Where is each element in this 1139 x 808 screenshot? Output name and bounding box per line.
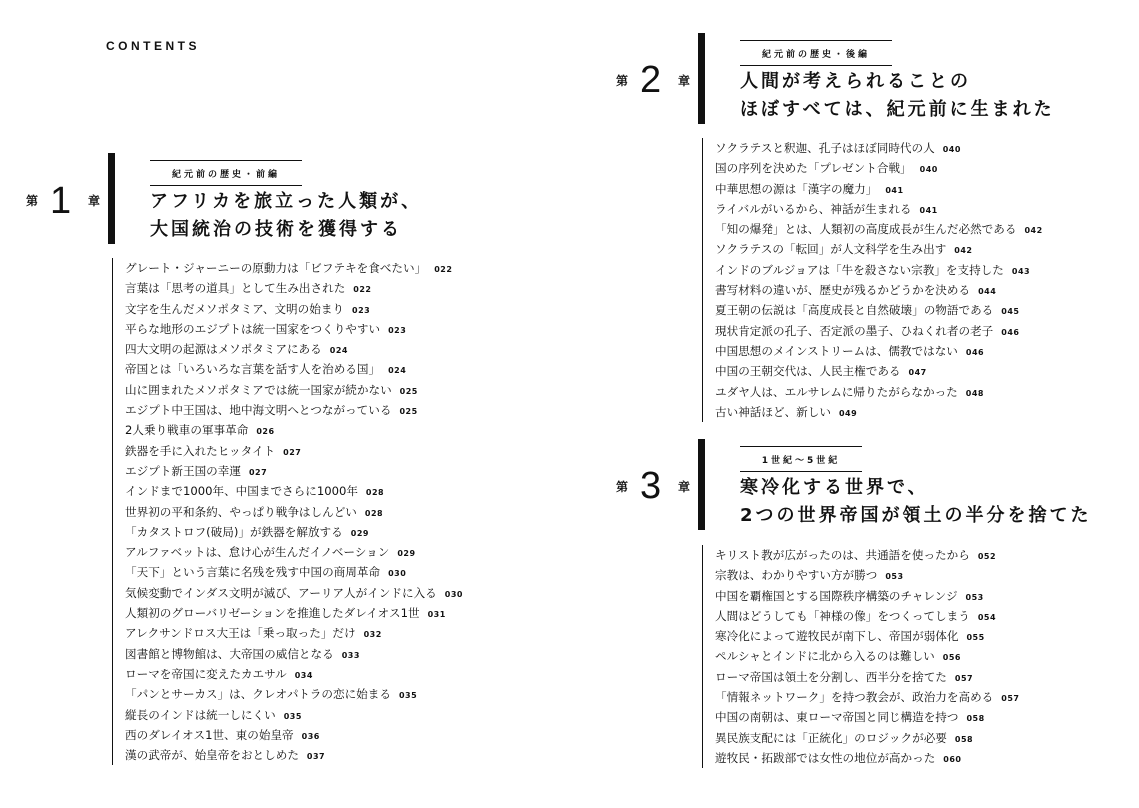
toc-entry-title: 漢の武帝が、始皇帝をおとしめた (125, 748, 299, 763)
toc-entry[interactable] (715, 199, 1043, 219)
toc-entry-page: 032 (363, 630, 382, 640)
toc-entry-title: 異民族支配には「正統化」のロジックが必要 (715, 730, 947, 745)
toc-entry-title: 鉄器を手に入れたヒッタイト (125, 443, 276, 458)
toc-entry[interactable] (715, 280, 1043, 300)
toc-entry-title: グレート・ジャーニーの原動力は「ビフテキを食べたい」 (125, 261, 427, 275)
toc-entry-page: 042 (1024, 226, 1043, 236)
toc-list-chapter-2 (702, 138, 1043, 422)
toc-entry[interactable] (125, 502, 463, 522)
toc-entry-page: 022 (353, 285, 372, 295)
contents-title: CONTENTS (106, 39, 200, 53)
toc-entry-page: 058 (966, 714, 985, 724)
toc-entry-title: 遊牧民・拓跋部では女性の地位が高かった (715, 750, 936, 765)
chapter-prefix: 第 (26, 194, 39, 208)
toc-entry[interactable] (125, 684, 463, 704)
toc-entry-title: 「パンとサーカス」は、クレオパトラの恋に始まる (125, 687, 391, 702)
toc-entry-title: 中国の王朝交代は、人民主権である (715, 364, 901, 379)
chapter-subtitle: 紀元前の歴史・前編 (150, 160, 302, 186)
toc-entry-page: 024 (329, 346, 348, 356)
toc-entry-title: 「情報ネットワーク」を持つ教会が、政治力を高める (715, 690, 994, 705)
toc-entry[interactable] (715, 626, 1019, 646)
toc-entry-page: 041 (919, 205, 938, 215)
toc-entry[interactable] (125, 664, 463, 684)
toc-entry-page: 047 (908, 368, 927, 378)
toc-entry-page: 056 (942, 653, 961, 663)
toc-entry[interactable] (715, 300, 1043, 320)
chapter-heading (150, 188, 422, 244)
toc-entry[interactable] (715, 361, 1043, 381)
chapter-prefix: 第 (616, 74, 629, 88)
toc-entry-page: 037 (306, 752, 326, 762)
toc-entry-title: ライバルがいるから、神話が生まれる (715, 201, 912, 216)
toc-entry-title: ソクラテスと釈迦、孔子はほぼ同時代の人 (715, 141, 935, 155)
toc-entry-page: 029 (397, 549, 416, 559)
toc-entry-title: キリスト教が広がったのは、共通語を使ったから (715, 548, 970, 562)
toc-entry-title: 2人乗り戦車の軍事革命 (125, 423, 249, 438)
toc-entry-page: 023 (352, 305, 371, 315)
toc-entry[interactable] (125, 461, 463, 481)
chapter-bar (698, 33, 705, 124)
chapter-heading-line: 2つの世界帝国が領土の半分を捨てた (740, 505, 1092, 526)
toc-entry-title: 縦長のインドは統一しにくい (125, 707, 276, 722)
toc-entry-page: 041 (885, 185, 904, 195)
toc-entry-page: 025 (399, 386, 418, 396)
toc-entry-page: 028 (364, 508, 384, 518)
toc-entry[interactable] (125, 623, 463, 643)
toc-entry-title: 寒冷化によって遊牧民が南下し、帝国が弱体化 (715, 629, 959, 644)
toc-entry[interactable] (715, 687, 1019, 707)
chapter-heading-line: 寒冷化する世界で、 (740, 477, 929, 498)
chapter-heading-line: アフリカを旅立った人類が、 (150, 191, 423, 212)
toc-entry-page: 027 (248, 467, 268, 477)
toc-entry-page: 049 (838, 408, 858, 418)
toc-entry[interactable] (715, 260, 1043, 280)
toc-entry[interactable] (125, 339, 463, 359)
toc-entry[interactable] (715, 667, 1019, 687)
toc-entry-title: 四大文明の起源はメソポタミアにある (125, 342, 322, 357)
toc-entry-page: 040 (919, 165, 938, 175)
toc-entry[interactable] (125, 725, 463, 745)
toc-entry-page: 052 (977, 552, 997, 561)
toc-entry-page: 045 (1001, 307, 1020, 317)
chapter-prefix: 第 (616, 480, 629, 494)
toc-entry[interactable] (125, 359, 463, 379)
toc-entry[interactable] (715, 728, 1019, 748)
toc-entry[interactable] (715, 606, 1019, 626)
toc-entry-title: ユダヤ人は、エルサレムに帰りたがらなかった (715, 384, 958, 399)
chapter-heading (740, 474, 1092, 530)
toc-entry-page: 026 (256, 427, 275, 437)
toc-entry-page: 046 (965, 347, 985, 357)
toc-entry-title: エジプト中王国は、地中海文明へとつながっている (125, 403, 392, 418)
toc-entry[interactable] (125, 400, 463, 420)
toc-entry-title: 国の序列を決めた「プレゼント合戦」 (715, 161, 912, 176)
toc-entry[interactable] (125, 380, 463, 400)
toc-entry[interactable] (715, 586, 1019, 606)
chapter-heading-line: 大国統治の技術を獲得する (150, 219, 402, 240)
toc-entry-title: 書写材料の違いが、歴史が残るかどうかを決める (715, 283, 971, 298)
toc-entry-title: 気候変動でインダス文明が滅び、アーリア人がインドに入る (125, 585, 437, 600)
toc-entry-page: 057 (1001, 694, 1020, 704)
toc-entry[interactable] (125, 562, 463, 582)
toc-entry-title: 中国を覇権国とする国際秩序構築のチャレンジ (715, 588, 958, 603)
toc-entry[interactable] (125, 258, 463, 278)
toc-entry[interactable] (715, 646, 1019, 666)
toc-entry[interactable] (125, 583, 463, 603)
toc-entry-title: ペルシャとインドに北から入るのは難しい (715, 649, 935, 664)
toc-entry-title: ローマ帝国は領土を分割し、西半分を捨てた (715, 669, 947, 684)
toc-entry-page: 035 (398, 691, 418, 701)
toc-entry-page: 024 (388, 366, 407, 376)
toc-entry-page: 044 (978, 287, 997, 297)
toc-entry[interactable] (125, 705, 463, 725)
toc-entry-title: インドのブルジョアは「牛を殺さない宗教」を支持した (715, 262, 1004, 277)
toc-entry-page: 043 (1011, 266, 1031, 276)
toc-entry[interactable] (125, 481, 463, 501)
chapter-suffix: 章 (88, 194, 101, 208)
toc-entry-page: 055 (966, 633, 985, 643)
toc-entry-title: 中国の南朝は、東ローマ帝国と同じ構造を持つ (715, 710, 959, 725)
toc-entry-title: 世界初の平和条約、やっぱり戦争はしんどい (125, 504, 357, 519)
toc-entry[interactable] (125, 644, 463, 664)
toc-entry-title: 文字を生んだメソポタミア、文明の始まり (125, 301, 345, 316)
toc-entry[interactable] (715, 138, 1043, 158)
toc-entry[interactable] (125, 603, 463, 623)
chapter-bar (108, 153, 115, 244)
toc-entry-title: 現状肯定派の孔子、否定派の墨子、ひねくれ者の老子 (715, 323, 994, 338)
toc-entry[interactable] (715, 239, 1043, 259)
toc-entry-title: 人類初のグローバリゼーションを推進したダレイオス1世 (125, 606, 420, 621)
toc-entry[interactable] (715, 382, 1043, 402)
toc-entry-title: ソクラテスの「転回」が人文科学を生み出す (715, 242, 947, 257)
toc-entry-title: エジプト新王国の幸運 (125, 463, 241, 478)
toc-entry[interactable] (715, 321, 1043, 341)
toc-entry-page: 030 (388, 569, 407, 579)
chapter-subtitle: 紀元前の歴史・後編 (740, 40, 892, 66)
toc-entry[interactable] (125, 319, 463, 339)
toc-entry-page: 053 (965, 592, 984, 602)
toc-entry[interactable] (125, 542, 463, 562)
toc-entry[interactable] (715, 158, 1043, 178)
toc-entry-title: 中華思想の源は「漢字の魔力」 (715, 181, 878, 196)
toc-entry[interactable] (715, 341, 1043, 361)
toc-entry-page: 054 (977, 612, 997, 622)
toc-entry-title: 夏王朝の伝説は「高度成長と自然破壊」の物語である (715, 303, 994, 318)
toc-entry[interactable] (125, 299, 463, 319)
chapter-subtitle: 1世紀〜5世紀 (740, 446, 862, 472)
toc-entry-page: 057 (954, 673, 974, 683)
toc-entry[interactable] (715, 565, 1019, 585)
toc-entry[interactable] (715, 219, 1043, 239)
chapter-number: 3 (640, 465, 662, 507)
toc-entry-page: 030 (444, 589, 463, 599)
toc-entry-page: 022 (434, 265, 453, 274)
toc-entry-page: 053 (885, 572, 904, 582)
chapter-number: 1 (50, 180, 72, 222)
toc-entry-page: 028 (365, 488, 385, 498)
chapter-bar (698, 439, 705, 530)
toc-entry[interactable] (715, 545, 1019, 565)
toc-entry-title: 古い神話ほど、新しい (715, 404, 831, 419)
toc-entry-page: 034 (294, 670, 313, 680)
toc-entry[interactable] (715, 179, 1043, 199)
toc-entry[interactable] (715, 402, 1043, 422)
chapter-number: 2 (640, 59, 662, 101)
toc-entry-title: 「天下」という言葉に名残を残す中国の商周革命 (125, 565, 381, 580)
toc-entry-page: 023 (388, 325, 407, 335)
toc-entry-page: 035 (283, 711, 302, 721)
toc-entry-page: 040 (942, 145, 961, 154)
toc-entry-title: 山に囲まれたメソポタミアでは統一国家が続かない (125, 382, 392, 397)
toc-entry-page: 060 (943, 754, 962, 764)
toc-entry-title: インドまで1000年、中国までさらに1000年 (125, 484, 358, 499)
toc-entry-title: 「知の爆発」とは、人類初の高度成長が生んだ必然である (715, 222, 1017, 237)
toc-entry-title: 宗教は、わかりやすい方が勝つ (715, 568, 878, 583)
toc-entry-page: 025 (399, 407, 418, 417)
toc-entry[interactable] (125, 745, 463, 765)
toc-entry-page: 036 (301, 731, 320, 741)
chapter-heading (740, 68, 1055, 124)
toc-entry-page: 031 (427, 610, 446, 620)
toc-entry-title: 言葉は「思考の道具」として生み出された (125, 281, 346, 296)
toc-entry-title: 中国思想のメインストリームは、儒教ではない (715, 343, 958, 358)
toc-entry-page: 042 (954, 246, 973, 256)
toc-entry-page: 058 (954, 734, 974, 744)
toc-entry-title: アレクサンドロス大王は「乗っ取った」だけ (125, 626, 356, 641)
toc-entry-title: 図書館と博物館は、大帝国の威信となる (125, 646, 334, 661)
chapter-suffix: 章 (678, 480, 691, 494)
toc-entry-title: 西のダレイオス1世、東の始皇帝 (125, 727, 294, 742)
chapter-heading-line: 人間が考えられることの (740, 71, 971, 92)
toc-entry-page: 046 (1001, 327, 1020, 337)
chapter-heading-line: ほぼすべては、紀元前に生まれた (740, 99, 1055, 120)
toc-entry-title: 「カタストロフ(破局)」が鉄器を解放する (125, 524, 343, 539)
toc-entry-title: アルファベットは、怠け心が生んだイノベーション (125, 545, 390, 560)
toc-entry[interactable] (125, 278, 463, 298)
toc-list-chapter-3 (702, 545, 1019, 768)
chapter-suffix: 章 (678, 74, 691, 88)
toc-entry[interactable] (715, 707, 1019, 727)
toc-entry-title: 帝国とは「いろいろな言葉を話す人を治める国」 (125, 362, 381, 377)
toc-entry-page: 027 (283, 447, 302, 457)
toc-entry-page: 029 (350, 528, 369, 538)
toc-entry-title: 人間はどうしても「神様の像」をつくってしまう (715, 608, 970, 623)
toc-entry[interactable] (715, 748, 1019, 768)
toc-entry-page: 048 (965, 388, 984, 398)
toc-entry-page: 033 (341, 650, 360, 660)
toc-list-chapter-1 (112, 258, 463, 765)
toc-entry[interactable] (125, 420, 463, 440)
toc-entry-title: 平らな地形のエジプトは統一国家をつくりやすい (125, 321, 381, 336)
toc-entry-title: ローマを帝国に変えたカエサル (125, 666, 287, 681)
toc-entry[interactable] (125, 441, 463, 461)
toc-entry[interactable] (125, 522, 463, 542)
